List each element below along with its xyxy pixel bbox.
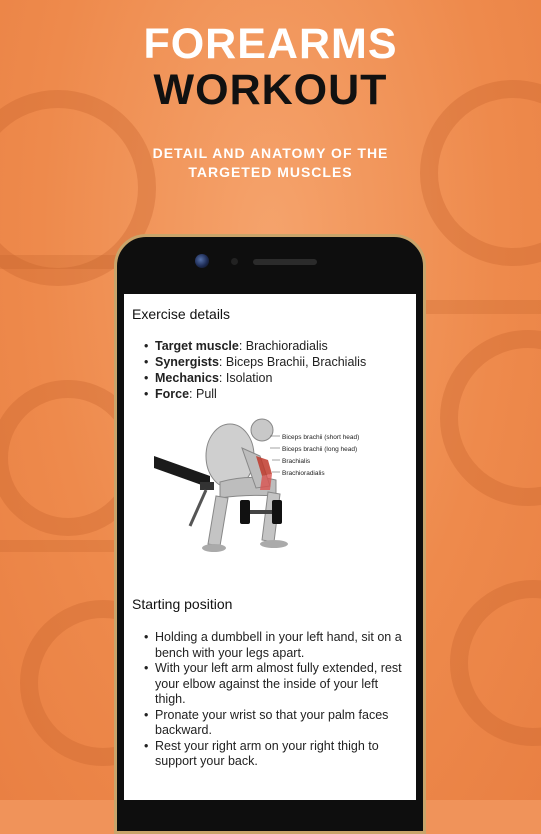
starting-position-heading: Starting position: [132, 596, 233, 612]
title-line-1: FOREARMS: [143, 20, 398, 68]
starting-position-list: [144, 630, 406, 770]
label-brachioradialis: Brachioradialis: [282, 470, 325, 477]
front-camera-icon: [195, 254, 209, 268]
earpiece-speaker: [253, 259, 317, 265]
exercise-details-heading: Exercise details: [132, 306, 231, 322]
exercise-details-list: [144, 338, 366, 402]
phone-screen[interactable]: [124, 294, 416, 800]
list-item: • Rest your right arm on your right thigh to support your back.: [144, 739, 406, 770]
list-item: • With your left arm almost fully extended, rest your elbow against the inside of your left thigh.: [144, 661, 406, 708]
list-item: • Pronate your wrist so that your palm faces backward.: [144, 708, 406, 739]
label-biceps-short-head: Biceps brachii (short head): [282, 434, 360, 441]
detail-force: • Force: Pull: [144, 386, 366, 402]
detail-synergists: • Synergists: Biceps Brachii, Brachialis: [144, 354, 366, 370]
label-biceps-long-head: Biceps brachii (long head): [282, 446, 358, 453]
detail-mechanics: • Mechanics: Isolation: [144, 370, 366, 386]
detail-target-muscle: • Target muscle: Brachioradialis: [144, 338, 366, 354]
sensor-icon: [231, 258, 238, 265]
title-line-2: WORKOUT: [153, 66, 388, 114]
subtitle-line-1: DETAIL AND ANATOMY OF THE: [152, 145, 389, 161]
subtitle-line-2: TARGETED MUSCLES: [188, 164, 353, 180]
exercise-anatomy-illustration: [150, 416, 390, 564]
label-brachialis: Brachialis: [282, 458, 311, 465]
list-item: • Holding a dumbbell in your left hand, sit on a bench with your legs apart.: [144, 630, 406, 661]
